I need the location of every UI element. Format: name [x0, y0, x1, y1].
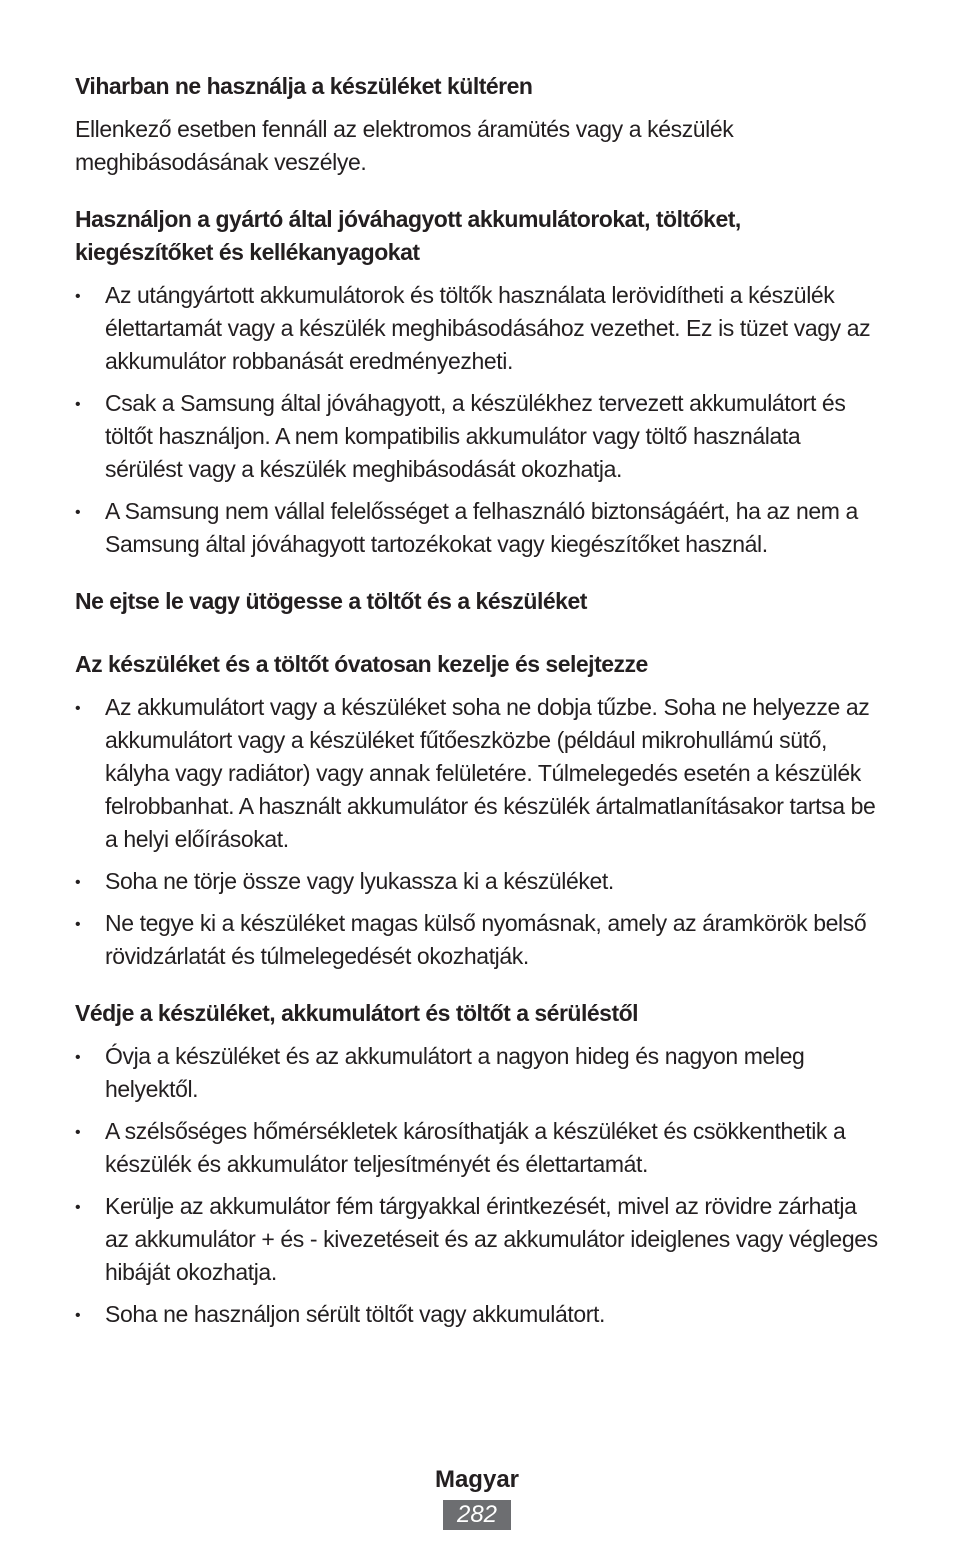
list-item	[75, 495, 880, 561]
bullet-icon: •	[75, 396, 81, 413]
bullet-list	[75, 691, 880, 973]
section-storm	[75, 70, 880, 179]
section-approved-accessories	[75, 203, 880, 561]
bullet-icon: •	[75, 1049, 81, 1066]
list-item-text: Óvja a készüléket és az akkumulátort a nagyon hideg és nagyon meleg helyektől.	[105, 1043, 805, 1102]
list-item	[75, 387, 880, 486]
list-item	[75, 865, 880, 898]
bullet-icon: •	[75, 1307, 81, 1324]
list-item	[75, 1298, 880, 1331]
bullet-icon: •	[75, 700, 81, 717]
list-item-text: Soha ne használjon sérült töltőt vagy akkumulátort.	[105, 1301, 605, 1327]
bullet-icon: •	[75, 288, 81, 305]
bullet-icon: •	[75, 1199, 81, 1216]
list-item-text: Az akkumulátort vagy a készüléket soha ne dobja tűzbe. Soha ne helyezze az akkumulátort vagy a készüléket fűtőeszközbe (például mikrohullámú sütő, kályha vagy radiátor) vagy annak felületére. Túlmelegedés esetén a készülék felrobbanhat. A használt akkumulátor és készülék ártalmatlanításakor tartsa be a helyi előírásokat.	[105, 694, 876, 852]
section-heading: Viharban ne használja a készüléket kültéren	[75, 73, 533, 99]
section-protect	[75, 997, 880, 1331]
list-item	[75, 1040, 880, 1106]
bullet-icon: •	[75, 916, 81, 933]
bullet-icon: •	[75, 874, 81, 891]
list-item-text: A szélsőséges hőmérsékletek károsíthatják a készüléket és csökkenthetik a készülék és akkumulátor teljesítményét és élettartamát.	[105, 1118, 846, 1177]
list-item	[75, 691, 880, 856]
bullet-list	[75, 279, 880, 561]
list-item	[75, 1190, 880, 1289]
section-paragraph: Ellenkező esetben fennáll az elektromos áramütés vagy a készülék meghibásodásának veszélye.	[75, 116, 734, 175]
page-footer	[0, 1462, 954, 1530]
list-item-text: A Samsung nem vállal felelősséget a felhasználó biztonságáért, ha az nem a Samsung által jóváhagyott tartozékokat vagy kiegészítőket használ.	[105, 498, 858, 557]
list-item-text: Kerülje az akkumulátor fém tárgyakkal érintkezését, mivel az rövidre zárhatja az akkumulátor + és - kivezetéseit és az akkumulátor ideiglenes vagy végleges hibáját okozhatja.	[105, 1193, 878, 1285]
list-item	[75, 1115, 880, 1181]
section-heading: Ne ejtse le vagy ütögesse a töltőt és a készüléket	[75, 588, 587, 614]
list-item-text: Az utángyártott akkumulátorok és töltők használata lerövidítheti a készülék élettartamát vagy a készülék meghibásodásához vezethet. Ez is tüzet vagy az akkumulátor robbanását eredményezheti.	[105, 282, 871, 374]
section-drop	[75, 585, 880, 618]
section-heading: Az készüléket és a töltőt óvatosan kezelje és selejtezze	[75, 651, 648, 677]
bullet-icon: •	[75, 504, 81, 521]
section-handle-dispose	[75, 648, 880, 973]
section-heading: Védje a készüléket, akkumulátort és töltőt a sérüléstől	[75, 1000, 639, 1026]
list-item-text: Ne tegye ki a készüléket magas külső nyomásnak, amely az áramkörök belső rövidzárlatát és túlmelegedését okozhatják.	[105, 910, 867, 969]
bullet-icon: •	[75, 1124, 81, 1141]
footer-language: Magyar	[434, 1466, 520, 1493]
list-item-text: Csak a Samsung által jóváhagyott, a készülékhez tervezett akkumulátort és töltőt használjon. A nem kompatibilis akkumulátor vagy töltő használata sérülést vagy a készülék meghibásodását okozhatja.	[105, 390, 846, 482]
list-item	[75, 279, 880, 378]
document-body	[75, 70, 880, 1355]
page-number-badge: 282	[443, 1500, 511, 1530]
list-item-text: Soha ne törje össze vagy lyukassza ki a készüléket.	[105, 868, 614, 894]
bullet-list	[75, 1040, 880, 1331]
section-heading: Használjon a gyártó által jóváhagyott akkumulátorokat, töltőket, kiegészítőket és kellékanyagokat	[75, 206, 741, 265]
list-item	[75, 907, 880, 973]
